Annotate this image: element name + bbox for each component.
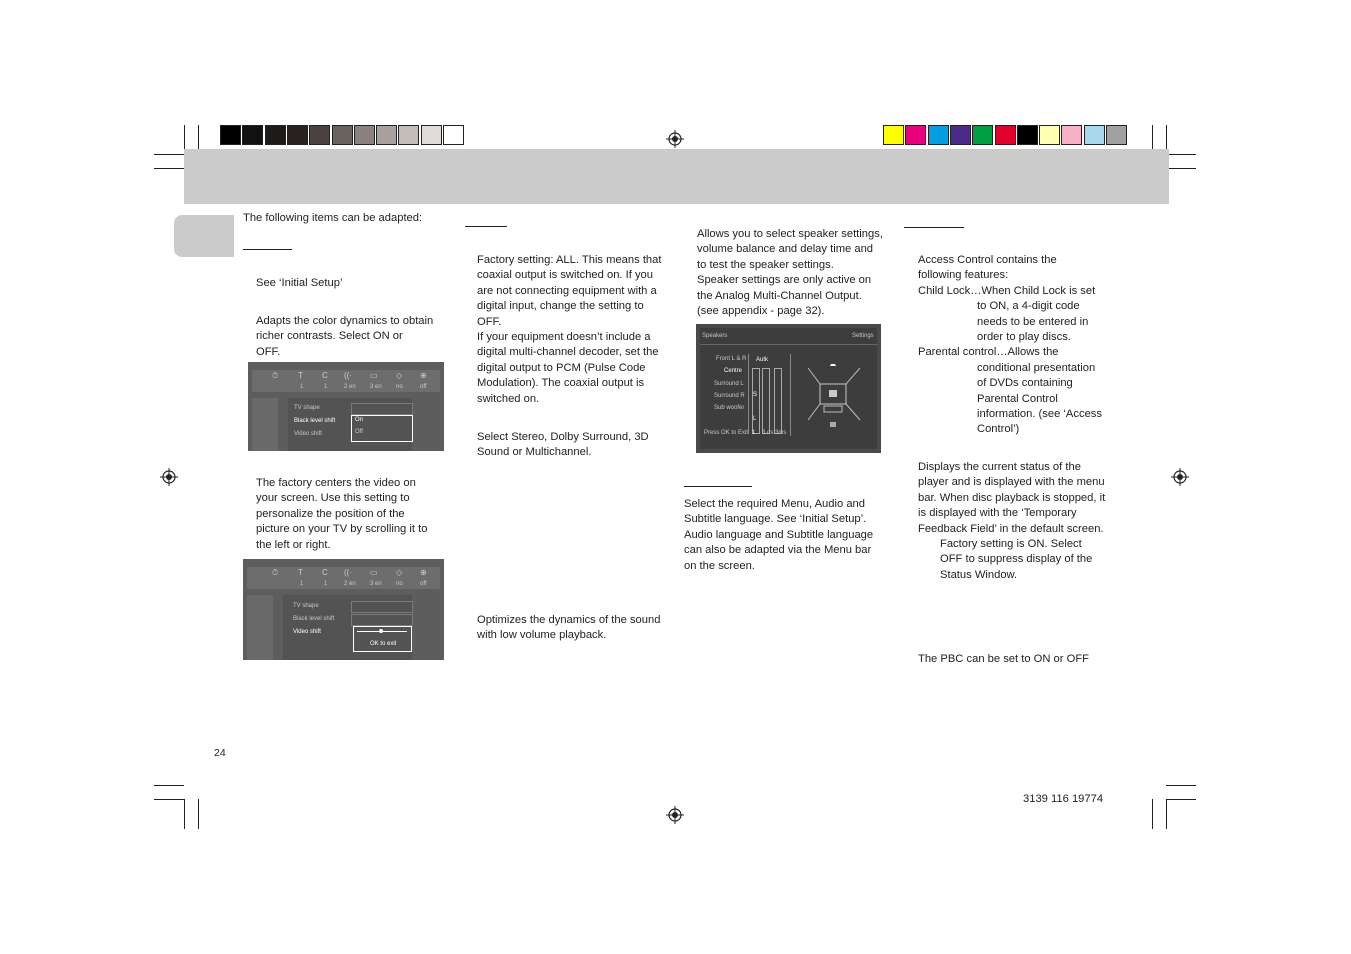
menu-row-video-shift: Video shift [293,629,321,635]
calibration-swatch [376,125,397,145]
text-line: of DVDs containing [977,377,1073,390]
child-lock-item: Child Lock…When Child Lock is set [918,284,1096,297]
text-line: Factory setting: ALL. This means that [477,254,662,266]
calibration-swatch [1106,125,1127,145]
calibration-swatch [928,125,949,145]
option-on: On [355,417,364,423]
layout-divider [790,354,791,436]
text-line: needs to be entered in [977,315,1089,328]
registration-mark-icon [1171,468,1189,486]
crop-mark [198,799,199,829]
crop-mark [154,168,184,169]
text-line: the Analog Multi-Channel Output. [697,289,862,302]
menu-value: no [396,581,403,587]
crop-mark [1166,168,1196,169]
black-level-description [256,314,456,360]
calibration-swatch [443,125,464,145]
text-line: digital output to PCM (Pulse Code [477,361,646,374]
speaker-settings-screenshot [696,324,881,453]
subtitle-icon: ▭ [370,371,378,380]
speaker-row-centre: Centre [724,368,743,374]
crop-mark [1166,154,1196,155]
text-line: Factory setting is ON. Select [940,538,1082,551]
meter-area [748,354,749,434]
menu-row-video-shift: Video shift [294,431,322,437]
section-rule [904,227,964,228]
sound-mode-description [477,430,677,461]
text-line: to test the speaker settings. [697,258,834,271]
chapter-tab [174,215,234,257]
level-meter [762,368,770,434]
language-description [684,497,884,574]
text-line: Subtitle language. See ‘Initial Setup’. [684,513,867,526]
section-rule [243,249,292,250]
text-line: Select the required Menu, Audio and [684,498,865,510]
text-line: richer contrasts. Select ON or [256,330,403,343]
night-mode-description [477,613,677,644]
menu-value: off [420,384,427,390]
menu-value: 1 [324,581,328,587]
ok-to-exit-label: OK to exit [370,641,397,647]
crop-mark [154,799,184,800]
text-line: following features: [918,269,1009,282]
menu-value: 2 en [344,384,356,390]
text-line: Feedback Field’ in the default screen. [918,522,1104,535]
text-line: digital multi-channel decoder, set the [477,346,659,359]
meter-digit: 1 [752,430,756,436]
text-line: Parental Control [977,392,1058,405]
crop-mark [154,154,184,155]
crop-mark [1166,799,1196,800]
text-line: are not connecting equipment with a [477,284,657,297]
text-line: OFF to suppress display of the [940,553,1093,566]
header-divider [700,344,877,345]
section-rule [684,486,752,487]
audio-icon: ((· [344,568,352,577]
text-line: with low volume playback. [477,629,607,642]
text-line: Speaker settings are only active on [697,274,872,287]
text-line: (see appendix - page 32). [697,305,825,318]
speaker-row-surround-l: Surround L [714,381,744,387]
audio-icon: ((· [344,371,352,380]
settings-tab: Settings [852,333,874,339]
text-line: Select Stereo, Dolby Surround, 3D [477,431,649,443]
text-line: picture on your TV by scrolling it to [256,523,428,536]
shift-slider-knob [379,629,383,633]
crop-mark [1166,799,1167,829]
menu-value: off [420,581,427,587]
parental-control-item: Parental control…Allows the [918,346,1059,359]
delay-label: 3 ds 3ms [762,430,787,436]
registration-mark-icon [160,468,178,486]
side-menu [252,398,278,451]
calibration-swatch [354,125,375,145]
menu-value: 1 [300,384,304,390]
access-control-description [918,253,1118,438]
letter-s: S [753,392,758,398]
timer-icon: ⏱ [272,371,279,380]
menu-value: 1 [324,384,328,390]
angle-icon: ◇ [396,371,403,380]
angle-icon: ◇ [396,568,403,577]
calibration-swatch [265,125,286,145]
speakers-description [697,227,897,319]
menu-value: 1 [300,581,304,587]
calibration-swatch [883,125,904,145]
calibration-swatch [1017,125,1038,145]
calibration-swatch [421,125,442,145]
calibration-swatch [287,125,308,145]
title-icon: T [298,568,303,577]
status-window-description [918,460,1118,583]
menu-row-black-level-shift: Black level shift [294,418,336,424]
calibration-swatch [1061,125,1082,145]
calibration-swatch [220,125,241,145]
registration-mark-icon [666,130,684,148]
pbc-description: The PBC can be set to ON or OFF [918,653,1089,665]
option-box [351,403,413,415]
section-rule [465,226,507,227]
intro-text: The following items can be adapted: [243,212,423,224]
video-shift-description [256,476,456,553]
calibration-swatch [332,125,353,145]
zoom-icon: ⊕ [420,568,427,577]
menu-row-tv-shape: TV shape [293,603,319,609]
speaker-row-surround-r: Surround R [714,393,745,399]
text-line: can also be adapted via the Menu bar [684,544,872,557]
black-level-shift-screenshot [248,362,444,451]
see-initial-setup-text: See ‘Initial Setup’ [256,277,343,289]
text-line: OFF. [477,315,502,328]
text-line: to ON, a 4-digit code [977,300,1080,313]
option-box [351,601,413,613]
text-line: Audio language and Subtitle language [684,528,874,541]
text-line: volume balance and delay time and [697,243,874,256]
chapter-icon: C [322,371,328,380]
calibration-swatch [1084,125,1105,145]
crop-mark [184,799,185,829]
text-line: The factory centers the video on [256,477,416,489]
speaker-row-sub-woofer: Sub woofer [714,405,745,411]
calibration-swatch [905,125,926,145]
title-icon: T [298,371,303,380]
text-line: Optimizes the dynamics of the sound [477,614,661,626]
level-meter [774,368,782,434]
registration-mark-icon [666,806,684,824]
level-autk: Autk [756,357,769,363]
text-line: Control’) [977,423,1020,436]
option-off: Off [355,429,363,435]
text-line: your screen. Use this setting to [256,492,410,505]
video-shift-screenshot [243,559,444,660]
speaker-row-front: Front L & R [716,356,747,362]
text-line: Modulation). The coaxial output is [477,377,645,390]
text-line: Allows you to select speaker settings, [697,228,883,240]
text-line: OFF. [256,345,281,358]
menu-value: no [396,384,403,390]
crop-mark [154,785,184,786]
side-menu [247,595,273,660]
level-meter [752,368,760,434]
speakers-title: Speakers [702,333,728,339]
text-line: is displayed with the ‘Temporary [918,507,1077,520]
digital-output-description [477,253,677,407]
page-number: 24 [214,747,226,759]
text-line: digital input, change the setting to [477,300,644,313]
calibration-swatch [995,125,1016,145]
text-line: information. (see ‘Access [977,408,1102,421]
calibration-swatch [950,125,971,145]
menu-row-tv-shape: TV shape [294,405,320,411]
text-line: player and is displayed with the menu [918,476,1105,489]
text-line: Adapts the color dynamics to obtain [256,315,434,327]
text-line: Access Control contains the [918,254,1057,266]
speaker-layout-icon [804,364,864,430]
document-code: 3139 116 19774 [1023,793,1104,805]
subtitle-icon: ▭ [370,568,378,577]
menu-row-black-level-shift: Black level shift [293,616,335,622]
text-line: bar. When disc playback is stopped, it [918,491,1106,504]
crop-mark [1152,799,1153,829]
zoom-icon: ⊕ [420,371,427,380]
calibration-swatch [242,125,263,145]
press-ok-to-exit: Press OK to Exit [704,430,749,436]
menu-value: 2 en [344,581,356,587]
menu-value: 3 en [370,581,382,587]
chapter-icon: C [322,568,328,577]
text-line: personalize the position of the [256,507,405,520]
text-line: conditional presentation [977,361,1096,374]
text-line: order to play discs. [977,331,1071,344]
calibration-swatch [972,125,993,145]
text-line: Status Window. [940,568,1018,581]
calibration-swatch [309,125,330,145]
text-line: Sound or Multichannel. [477,446,592,459]
letter-l: L [753,416,757,422]
crop-mark [1166,785,1196,786]
option-box [351,614,413,626]
text-line: coaxial output is switched on. If you [477,269,653,282]
text-line: the left or right. [256,538,331,551]
header-band [184,149,1169,204]
text-line: switched on. [477,392,540,405]
text-line: Displays the current status of the [918,461,1081,473]
timer-icon: ⏱ [272,568,279,577]
calibration-swatch [398,125,419,145]
text-line: on the screen. [684,559,755,572]
calibration-swatch [1039,125,1060,145]
menu-value: 3 en [370,384,382,390]
text-line: If your equipment doesn’t include a [477,331,651,344]
